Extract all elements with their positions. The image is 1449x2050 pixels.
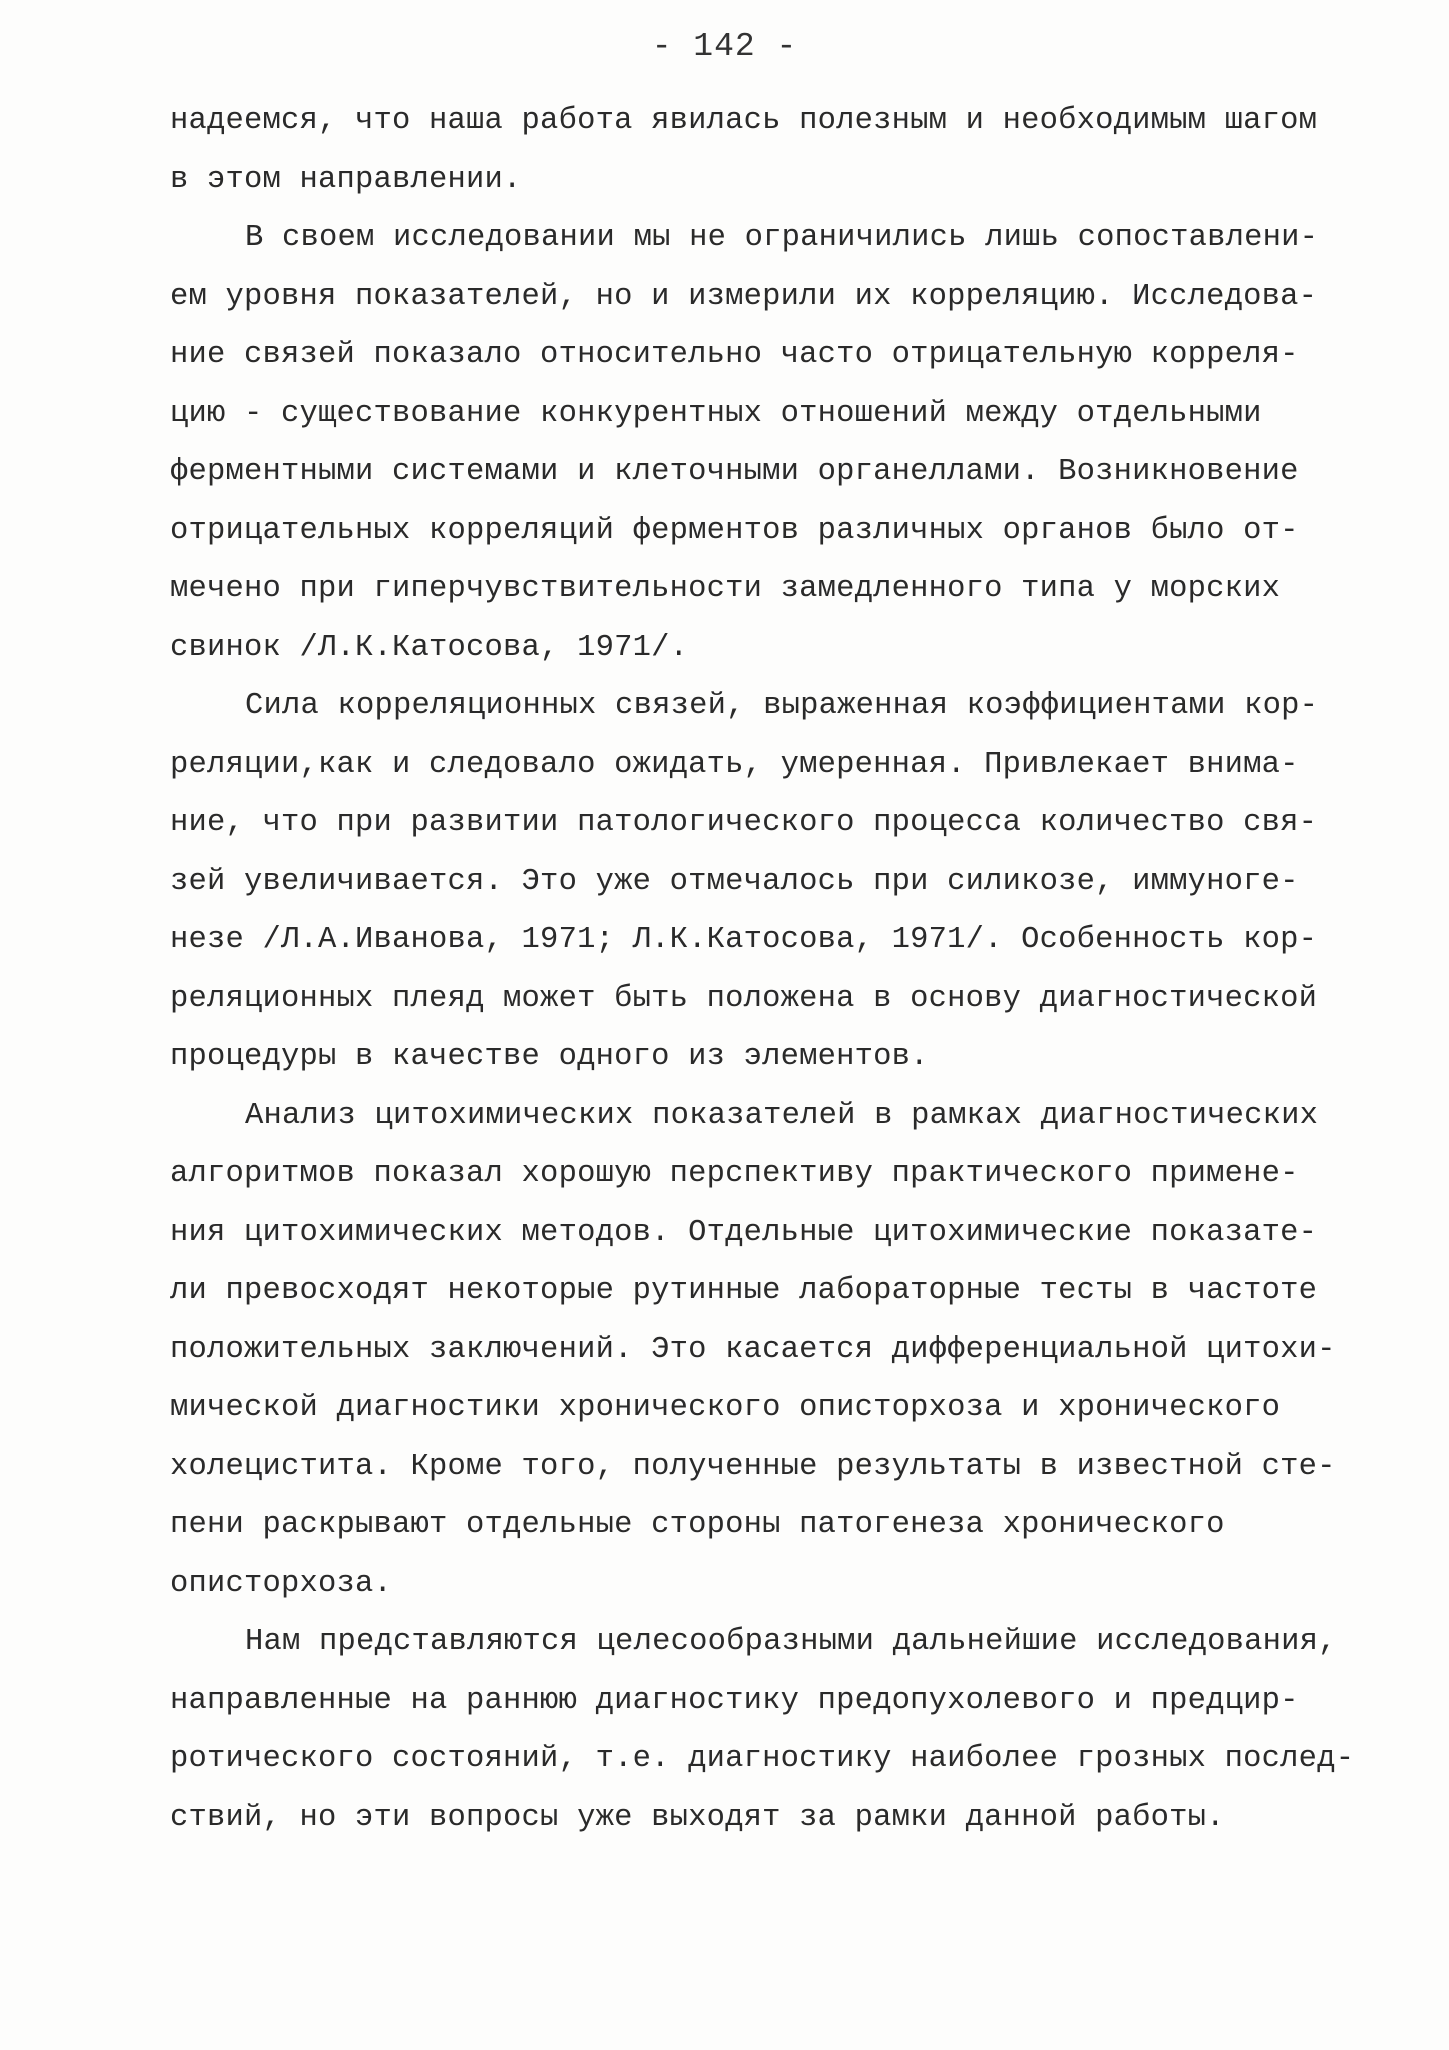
paragraph-start-line: Сила корреляционных связей, выраженная коэффициентами кор- — [245, 689, 1319, 723]
text-line: ротического состояний, т.е. диагностику наиболее грозных послед- — [170, 1742, 1355, 1776]
text-line: ем уровня показателей, но и измерили их корреляцию. Исследова- — [170, 279, 1318, 314]
text-line: мечено при гиперчувствительности замедленного типа у морских — [170, 572, 1281, 606]
text-line: пени раскрывают отдельные стороны патогенеза хронического — [170, 1508, 1225, 1542]
text-line: ния цитохимических методов. Отдельные цитохимические показате- — [170, 1215, 1318, 1250]
text-line: свинок /Л.К.Катосова, 1971/. — [170, 630, 689, 665]
text-line: положительных заключений. Это касается дифференциальной цитохи- — [170, 1332, 1336, 1367]
text-line: ферментными системами и клеточными органеллами. Возникновение — [170, 455, 1299, 489]
text-line: реляции,как и следовало ожидать, умеренная. Привлекает внима- — [170, 747, 1299, 782]
text-line: цию - существование конкурентных отношений между отдельными — [170, 396, 1262, 431]
text-line: незе /Л.А.Иванова, 1971; Л.К.Катосова, 1971/. Особенность кор- — [170, 923, 1318, 957]
text-line: зей увеличивается. Это уже отмечалось при силикозе, иммуноге- — [170, 864, 1299, 899]
paragraph-start-line: Нам представляются целесообразными дальнейшие исследования, — [245, 1625, 1337, 1659]
paragraph-start-line: Анализ цитохимических показателей в рамках диагностических — [245, 1098, 1319, 1133]
text-line: процедуры в качестве одного из элементов. — [170, 1040, 929, 1074]
text-line: холецистита. Кроме того, полученные результаты в известной сте- — [170, 1449, 1336, 1484]
text-line: отрицательных корреляций ферментов различных органов было от- — [170, 513, 1299, 548]
text-line: ствий, но эти вопросы уже выходят за рамки данной работы. — [170, 1800, 1225, 1835]
text-line: ли превосходят некоторые рутинные лабораторные тесты в частоте — [170, 1274, 1318, 1308]
text-line: описторхоза. — [170, 1566, 393, 1601]
text-line: ние связей показало относительно часто отрицательную корреля- — [170, 338, 1299, 372]
text-line: реляционных плеяд может быть положена в основу диагностической — [170, 981, 1318, 1016]
text-line: алгоритмов показал хорошую перспективу практического примене- — [170, 1157, 1299, 1191]
text-line: ние, что при развитии патологического процесса количество свя- — [170, 806, 1318, 840]
page-number: - 142 - — [651, 28, 798, 65]
text-line: в этом направлении. — [170, 162, 522, 197]
paragraph-start-line: В своем исследовании мы не ограничились лишь сопоставлени- — [245, 221, 1319, 255]
text-line: надеемся, что наша работа явилась полезным и необходимым шагом — [170, 104, 1318, 138]
text-line: направленные на раннюю диагностику предопухолевого и предцир- — [170, 1683, 1299, 1718]
text-line: мической диагностики хронического описторхоза и хронического — [170, 1391, 1281, 1425]
body-text — [170, 92, 1355, 1847]
